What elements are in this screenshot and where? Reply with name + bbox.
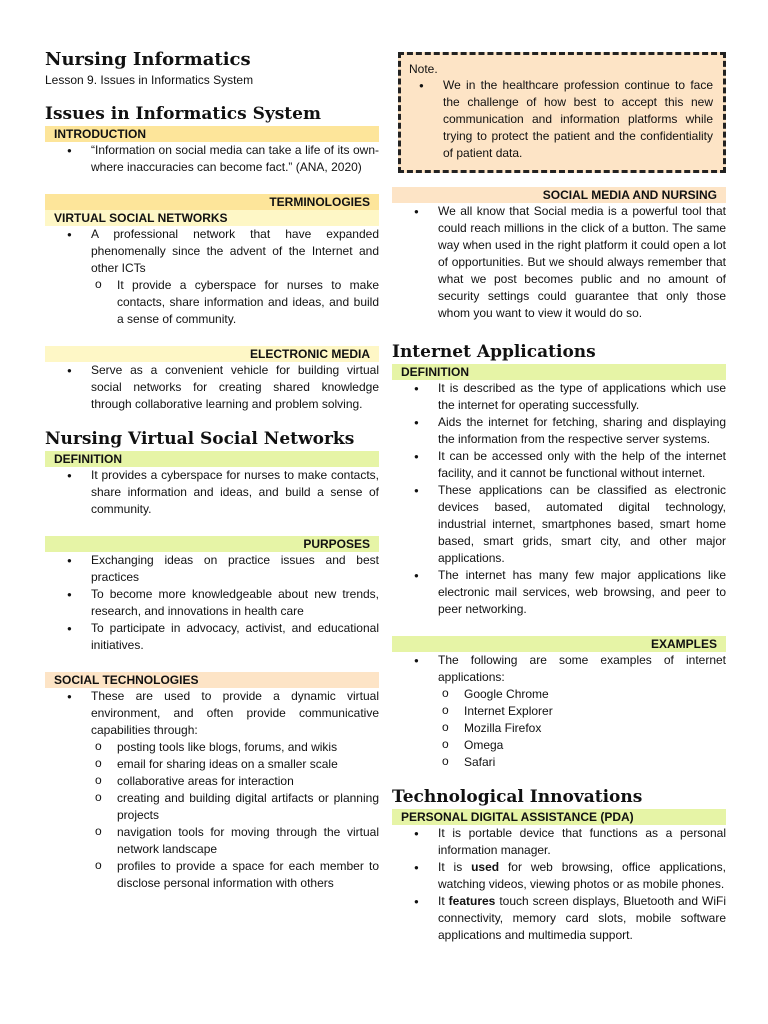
section-title-nursing-vsn: Nursing Virtual Social Networks <box>45 429 355 449</box>
introduction-label: INTRODUCTION <box>45 126 379 142</box>
vsn-list <box>45 226 379 328</box>
virtual-social-networks-label: VIRTUAL SOCIAL NETWORKS <box>45 210 379 226</box>
sub-list-item: o It provide a cyberspace for nurses to make contacts, share information and ideas, and build a sense of community. <box>45 277 379 328</box>
text-fragment: It is <box>438 860 472 874</box>
list-item: ● These are used to provide a dynamic virtual environment, and often provide communicative capabilities through: <box>45 688 379 739</box>
list-item: ● To participate in advocacy, activist, and educational initiatives. <box>45 620 379 654</box>
list-item: ● To become more knowledgeable about new trends, research, and innovations in health care <box>45 586 379 620</box>
list-item: ● Exchanging ideas on practice issues and best practices <box>45 552 379 586</box>
text-fragment: for web browsing, office applications, watching videos, viewing photos or as mobile phones. <box>438 860 726 891</box>
sub-list-item: o navigation tools for moving through the virtual network landscape <box>45 824 379 858</box>
emphasis-used: used <box>471 860 500 874</box>
list-item: ● The following are some examples of internet applications: <box>392 652 726 686</box>
examples-label: EXAMPLES <box>392 636 726 652</box>
electronic-media-label: ELECTRONIC MEDIA <box>45 346 379 362</box>
sub-list-item: o Internet Explorer <box>392 703 726 720</box>
list-item: ● It can be accessed only with the help of the internet facility, and it cannot be functional without internet. <box>392 448 726 482</box>
electronic-media-list <box>45 362 379 413</box>
examples-list <box>392 652 726 771</box>
sub-list-item: o Omega <box>392 737 726 754</box>
list-item: ● The internet has many few major applications like electronic mail services, web browsing, and peer to peer networking. <box>392 567 726 618</box>
social-media-nursing-list <box>392 203 726 322</box>
definition-list <box>45 467 379 518</box>
pda-list <box>392 825 726 944</box>
sub-list-item: o profiles to provide a space for each member to disclose personal information with others <box>45 858 379 892</box>
list-item: ● These applications can be classified as electronic devices based, automated digital technology, industrial internet, smartphones based, smart home based, smart grids, smart city, and other major applications. <box>392 482 726 567</box>
list-item: ● Aids the internet for fetching, sharing and displaying the information from the respective server systems. <box>392 414 726 448</box>
emphasis-features: features <box>448 894 496 908</box>
ia-definition-list <box>392 380 726 618</box>
purposes-list <box>45 552 379 654</box>
sub-list-item: o Google Chrome <box>392 686 726 703</box>
list-item <box>392 859 726 893</box>
left-column <box>45 48 379 892</box>
social-technologies-list <box>45 688 379 892</box>
ia-definition-label: DEFINITION <box>392 364 726 380</box>
list-item: ● It provides a cyberspace for nurses to make contacts, share information and ideas, and build a sense of community. <box>45 467 379 518</box>
text-fragment: touch screen displays, Bluetooth and WiFi connectivity, memory card slots, mobile software applications and multimedia support. <box>438 894 726 942</box>
right-column <box>392 52 726 944</box>
lesson-subtitle: Lesson 9. Issues in Informatics System <box>45 73 254 87</box>
sub-list-item: o Safari <box>392 754 726 771</box>
pda-label: PERSONAL DIGITAL ASSISTANCE (PDA) <box>392 809 726 825</box>
list-item: ● We in the healthcare profession continue to face the challenge of how best to accept this new communication and information platforms while trying to protect the patient and the confidentiality of patient data. <box>409 77 713 162</box>
definition-label: DEFINITION <box>45 451 379 467</box>
sub-list-item: o collaborative areas for interaction <box>45 773 379 790</box>
sub-list-item: o posting tools like blogs, forums, and wikis <box>45 739 379 756</box>
sub-list-item: o creating and building digital artifacts or planning projects <box>45 790 379 824</box>
note-box <box>398 52 726 173</box>
terminologies-label: TERMINOLOGIES <box>45 194 379 210</box>
list-item: ● A professional network that have expanded phenomenally since the advent of the Internet and other ICTs <box>45 226 379 277</box>
list-item: ● It is described as the type of applications which use the internet for operating successfully. <box>392 380 726 414</box>
section-title-tech-innovations: Technological Innovations <box>392 787 643 807</box>
list-item: ● It is portable device that functions as a personal information manager. <box>392 825 726 859</box>
document-title: Nursing Informatics <box>45 49 251 70</box>
sub-list-item: o Mozilla Firefox <box>392 720 726 737</box>
list-item: ● Serve as a convenient vehicle for building virtual social networks for creating shared knowledge through collaborative learning and problem solving. <box>45 362 379 413</box>
section-title-internet-applications: Internet Applications <box>392 342 596 362</box>
note-heading: Note. <box>409 62 438 76</box>
sub-list-item: o email for sharing ideas on a smaller scale <box>45 756 379 773</box>
social-technologies-label: SOCIAL TECHNOLOGIES <box>45 672 379 688</box>
purposes-label: PURPOSES <box>45 536 379 552</box>
note-list <box>409 77 713 162</box>
section-title-issues: Issues in Informatics System <box>45 104 321 124</box>
social-media-nursing-label: SOCIAL MEDIA AND NURSING <box>392 187 726 203</box>
list-item <box>392 893 726 944</box>
list-item: ● We all know that Social media is a powerful tool that could reach millions in the click of a button. The same way when used in the right platform it could open a lot of opportunities. But we should always remember that what we post becomes public and no amount of security settings could guarantee that only those whom you want to view it would do so. <box>392 203 726 322</box>
introduction-list <box>45 142 379 176</box>
text-fragment: It <box>438 894 449 908</box>
list-item: ● “Information on social media can take a life of its own-where inaccuracies can become fact.” (ANA, 2020) <box>45 142 379 176</box>
